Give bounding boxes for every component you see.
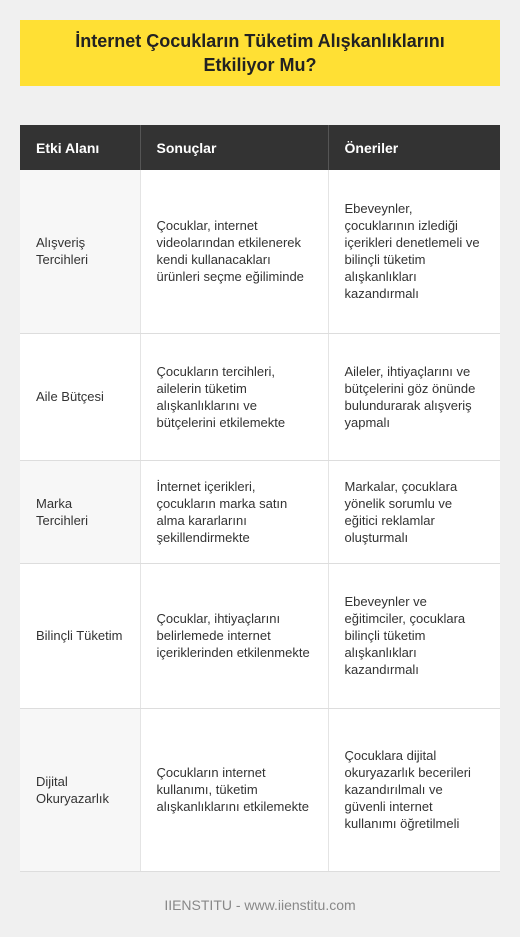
impact-table: [20, 125, 500, 872]
table-row: [20, 708, 500, 871]
page-title: İnternet Çocukların Tüketim Alışkanlıklarını Etkiliyor Mu?: [75, 31, 445, 75]
column-header-area: Etki Alanı: [20, 125, 140, 170]
cell-result: Çocuklar, internet videolarından etkilenerek kendi kullanacakları ürünleri seçme eğiliminde: [140, 170, 328, 333]
cell-result: Çocukların tercihleri, ailelerin tüketim alışkanlıklarını ve bütçelerini etkilemekte: [140, 333, 328, 460]
cell-suggestion: Markalar, çocuklara yönelik sorumlu ve eğitici reklamlar oluşturmalı: [328, 460, 500, 563]
cell-area: Bilinçli Tüketim: [20, 563, 140, 708]
cell-suggestion: Çocuklara dijital okuryazarlık becerileri kazandırılmalı ve güvenli internet kullanımı öğretilmeli: [328, 708, 500, 871]
table-row: [20, 170, 500, 333]
table-row: [20, 333, 500, 460]
cell-area: Aile Bütçesi: [20, 333, 140, 460]
cell-result: Çocukların internet kullanımı, tüketim alışkanlıklarını etkilemekte: [140, 708, 328, 871]
title-banner: [20, 20, 500, 86]
cell-suggestion: Aileler, ihtiyaçlarını ve bütçelerini göz önünde bulundurarak alışveriş yapmalı: [328, 333, 500, 460]
footer-credit: IIENSTITU - www.iienstitu.com: [164, 897, 356, 913]
column-header-results: Sonuçlar: [140, 125, 328, 170]
cell-result: Çocuklar, ihtiyaçlarını belirlemede internet içeriklerinden etkilenmekte: [140, 563, 328, 708]
cell-area: Dijital Okuryazarlık: [20, 708, 140, 871]
cell-area: Alışveriş Tercihleri: [20, 170, 140, 333]
cell-suggestion: Ebeveynler, çocuklarının izlediği içerikleri denetlemeli ve bilinçli tüketim alışkanlıkları kazandırmalı: [328, 170, 500, 333]
cell-area: Marka Tercihleri: [20, 460, 140, 563]
table-header-row: [20, 125, 500, 170]
cell-suggestion: Ebeveynler ve eğitimciler, çocuklara bilinçli tüketim alışkanlıkları kazandırmalı: [328, 563, 500, 708]
column-header-suggestions: Öneriler: [328, 125, 500, 170]
table-row: [20, 563, 500, 708]
table-row: [20, 460, 500, 563]
cell-result: İnternet içerikleri, çocukların marka satın alma kararlarını şekillendirmekte: [140, 460, 328, 563]
